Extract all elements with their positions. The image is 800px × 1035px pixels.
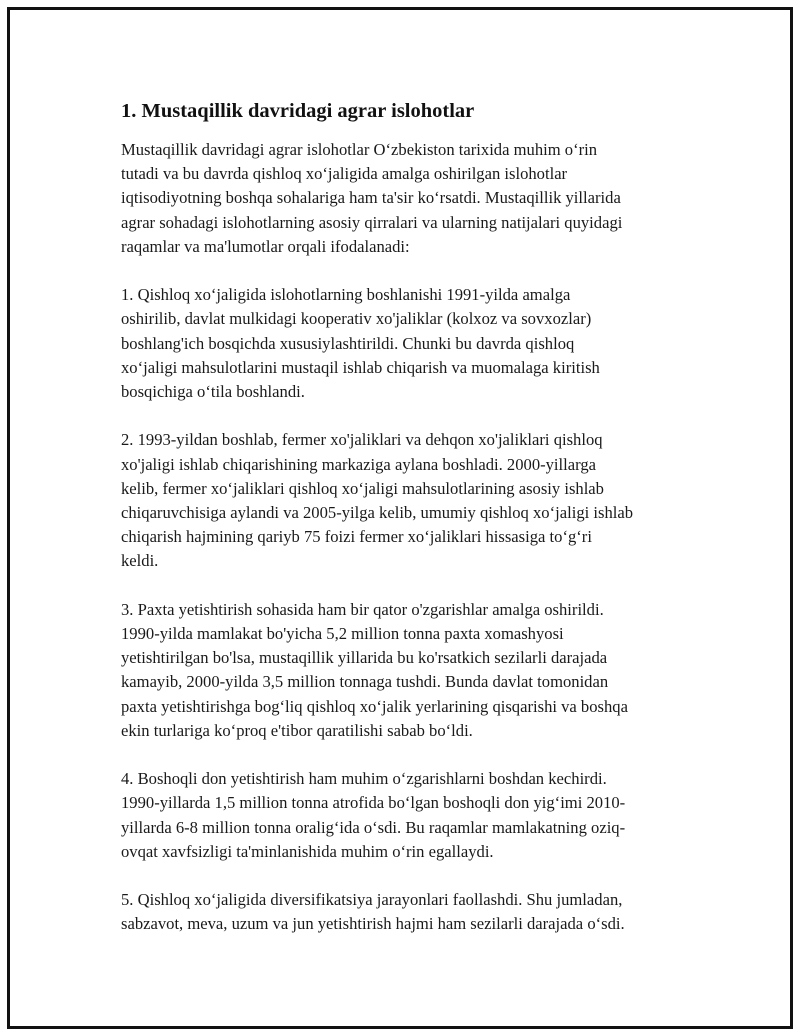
section-heading: 1. Mustaqillik davridagi agrar islohotlar: [121, 100, 475, 122]
text-line: ovqat xavfsizligi ta'minlanishida muhim o‘rin egallaydi.: [121, 841, 494, 861]
text-line: 5. Qishloq xo‘jaligida diversifikatsiya jarayonlari faollashdi. Shu jumladan,: [121, 890, 623, 910]
text-line: chiqarish hajmining qariyb 75 foizi fermer xo‘jaliklari hissasiga to‘g‘ri: [121, 527, 592, 547]
text-line: kelib, fermer xo‘jaliklari qishloq xo‘jaligi mahsulotlarining asosiy ishlab: [121, 478, 604, 498]
text-line: 3. Paxta yetishtirish sohasida ham bir qator o'zgarishlar amalga oshirildi.: [121, 599, 604, 619]
text-line: 4. Boshoqli don yetishtirish ham muhim o‘zgarishlarni boshdan kechirdi.: [121, 769, 607, 789]
text-line: xo‘jaligi mahsulotlarini mustaqil ishlab chiqarish va muomalaga kiritish: [121, 357, 600, 377]
text-line: iqtisodiyotning boshqa sohalariga ham ta'sir ko‘rsatdi. Mustaqillik yillarida: [121, 188, 621, 208]
paragraph-intro: [121, 138, 691, 259]
text-line: paxta yetishtirishga bog‘liq qishloq xo‘jalik yerlarining qisqarishi va boshqa: [121, 696, 628, 716]
page-frame: [7, 7, 793, 1029]
text-line: 1990-yilda mamlakat bo'yicha 5,2 million tonna paxta xomashyosi: [121, 624, 564, 644]
text-line: keldi.: [121, 551, 159, 571]
text-line: kamayib, 2000-yilda 3,5 million tonnaga tushdi. Bunda davlat tomonidan: [121, 672, 609, 692]
text-line: Mustaqillik davridagi agrar islohotlar O‘zbekiston tarixida muhim o‘rin: [121, 140, 598, 159]
text-line: sabzavot, meva, uzum va jun yetishtirish hajmi ham sezilarli darajada o‘sdi.: [121, 914, 625, 934]
text-line: bosqichiga o‘tila boshlandi.: [121, 382, 305, 402]
text-line: xo'jaligi ishlab chiqarishining markaziga aylana boshladi. 2000-yillarga: [121, 454, 597, 474]
text-line: boshlang'ich bosqichda xususiylashtirildi. Chunki bu davrda qishloq: [121, 333, 575, 353]
text-line: yetishtirilgan bo'lsa, mustaqillik yillarida bu ko'rsatkich sezilarli darajada: [121, 648, 608, 668]
text-line: 2. 1993-yildan boshlab, fermer xo'jaliklari va dehqon xo'jaliklari qishloq: [121, 430, 603, 450]
paragraph-item-3: [121, 598, 691, 743]
text-line: chiqaruvchisiga aylandi va 2005-yilga kelib, umumiy qishloq xo‘jaligi ishlab: [121, 503, 634, 523]
text-line: tutadi va bu davrda qishloq xo‘jaligida amalga oshirilgan islohotlar: [121, 164, 568, 184]
text-line: yillarda 6-8 million tonna oralig‘ida o‘sdi. Bu raqamlar mamlakatning oziq-: [121, 817, 626, 837]
text-line: ekin turlariga ko‘proq e'tibor qaratilishi sabab bo‘ldi.: [121, 720, 473, 740]
paragraph-item-2: [121, 428, 691, 573]
text-line: oshirilib, davlat mulkidagi kooperativ xo'jaliklar (kolxoz va sovxozlar): [121, 309, 592, 329]
document-body: [121, 98, 691, 961]
paragraph-item-5: [121, 888, 691, 936]
paragraph-item-4: [121, 767, 691, 864]
text-line: agrar sohadagi islohotlarning asosiy qirralari va ularning natijalari quyidagi: [121, 212, 623, 232]
text-line: 1. Qishloq xo‘jaligida islohotlarning boshlanishi 1991-yilda amalga: [121, 285, 571, 305]
text-line: raqamlar va ma'lumotlar orqali ifodalanadi:: [121, 236, 410, 256]
paragraph-item-1: [121, 283, 691, 404]
text-line: 1990-yillarda 1,5 million tonna atrofida bo‘lgan boshoqli don yig‘imi 2010-: [121, 793, 626, 813]
